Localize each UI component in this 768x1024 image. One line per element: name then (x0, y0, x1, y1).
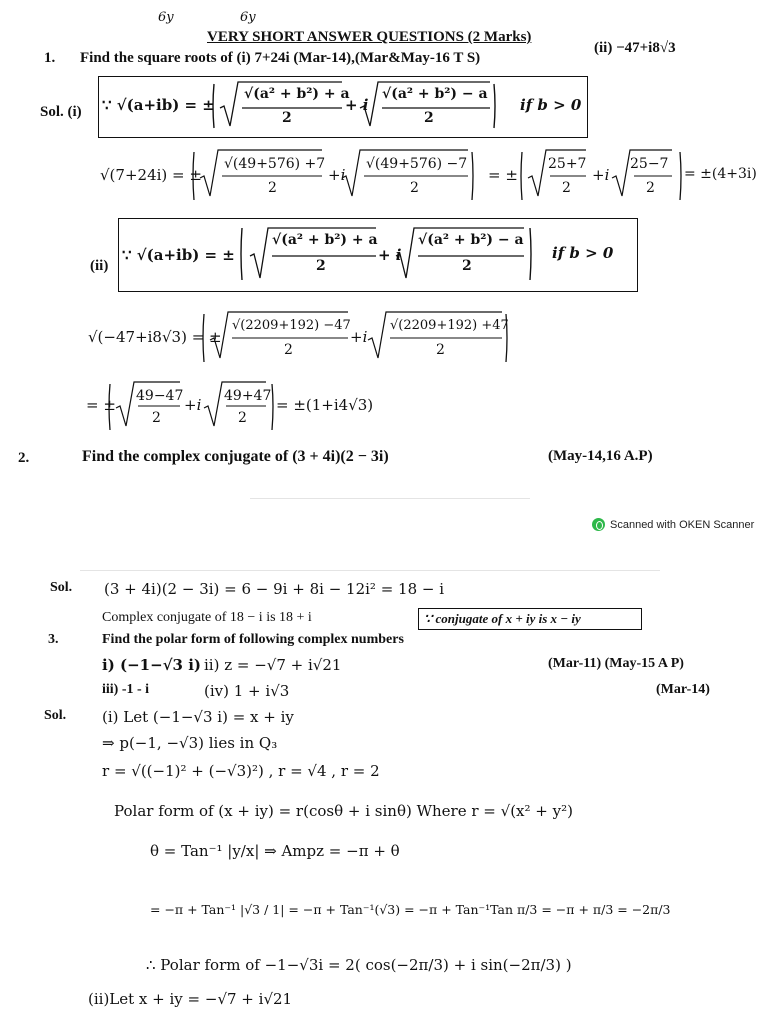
q3-theta-line: θ = Tan⁻¹ |y/x| ⇒ Ampz = −π + θ (150, 842, 400, 860)
step1-result: = ±(4+3i) (684, 166, 757, 182)
step2-plus: +i (350, 328, 368, 346)
scanner-text: Scanned with OKEN Scanner (610, 518, 755, 531)
step1-num-b: √(49+576) −7 (366, 156, 468, 172)
step1-den-a: 2 (268, 180, 277, 196)
step1-mid-den-b: 2 (646, 180, 655, 196)
step1-mid-a: 25+7 (548, 156, 587, 172)
q1-number: 1. (44, 50, 56, 66)
formula-den-2-i: 2 (424, 110, 434, 126)
step3-result: = ±(1+i4√3) (276, 396, 374, 414)
formula-den-1-ii: 2 (316, 258, 326, 274)
step1-num-a: √(49+576) +7 (224, 156, 326, 172)
formula-num-plus-i: √(a² + b²) + a (244, 86, 350, 102)
q3-sol-label: Sol. (44, 708, 67, 723)
q3-theta-eval: = −π + Tan⁻¹ |√3 / 1| = −π + Tan⁻¹(√3) = −π + Tan⁻¹Tan π/3 = −π + π/3 = −2π/3 (150, 902, 671, 917)
gap-line-bottom (80, 570, 660, 571)
formula-condition-ii: if b > 0 (552, 244, 614, 262)
step1-den-b: 2 (410, 180, 419, 196)
formula-condition-i: if b > 0 (520, 96, 582, 114)
top-mark-1: 6y (158, 10, 174, 25)
q2-sol-label: Sol. (50, 580, 73, 595)
step2-num-b: √(2209+192) +47 (390, 318, 509, 333)
section-heading: VERY SHORT ANSWER QUESTIONS (2 Marks) (207, 29, 532, 45)
q1-part2: (ii) −47+i8√3 (594, 40, 676, 56)
scanner-watermark (592, 518, 754, 531)
step2-num-a: √(2209+192) −47 (232, 318, 351, 333)
formula-num-minus-ii: √(a² + b²) − a (418, 232, 524, 248)
q2-note: ∵ conjugate of x + iy is x − iy (424, 611, 581, 626)
q3-part2-line: (ii)Let x + iy = −√7 + i√21 (88, 990, 293, 1008)
formula-plus-ii: + i (378, 246, 402, 264)
formula-num-plus-ii: √(a² + b²) + a (272, 232, 378, 248)
q2-number: 2. (18, 450, 30, 466)
step1-eq: = ± (488, 166, 518, 184)
q1-sol-label-ii: (ii) (90, 258, 109, 274)
q1-sol-label: Sol. (i) (40, 104, 82, 120)
q3-line1: (i) Let (−1−√3 i) = x + iy (102, 708, 294, 726)
q2-text: Find the complex conjugate of (3 + 4i)(2 − 3i) (82, 448, 389, 465)
q3-ref1: (Mar-11) (May-15 A P) (548, 656, 684, 671)
q3-ref2: (Mar-14) (656, 682, 710, 697)
gap-line-top (250, 498, 530, 499)
q3-item1: i) (−1−√3 i) (102, 656, 202, 674)
step2-den-a: 2 (284, 342, 293, 358)
formula-lhs-ii: ∵ √(a+ib) = ± (122, 246, 235, 264)
formula-den-1-i: 2 (282, 110, 292, 126)
q1-text: Find the square roots of (i) 7+24i (Mar-14),(Mar&May-16 T S) (80, 50, 481, 66)
formula-plus-i: + i (345, 96, 369, 114)
step2-den-b: 2 (436, 342, 445, 358)
step1-mid-den-a: 2 (562, 180, 571, 196)
step1-plus: +i (328, 166, 346, 184)
top-mark-2: 6y (240, 10, 256, 25)
q3-text: Find the polar form of following complex numbers (102, 632, 404, 647)
q3-line3: r = √((−1)² + (−√3)²) , r = √4 , r = 2 (102, 762, 380, 780)
step1-mid-plus: +i (592, 166, 610, 184)
step1-mid-b: 25−7 (630, 156, 669, 172)
step3-plus: +i (184, 396, 202, 414)
q3-item2: ii) z = −√7 + i√21 (204, 656, 342, 674)
step1-lhs: √(7+24i) = ± (100, 166, 202, 184)
formula-den-2-ii: 2 (462, 258, 472, 274)
q3-polar-result: ∴ Polar form of −1−√3i = 2( cos(−2π/3) + i sin(−2π/3) ) (146, 956, 572, 974)
step2-lhs: √(−47+i8√3) = ± (88, 328, 222, 346)
step3-den-a: 2 (152, 410, 161, 426)
q3-item3: iii) -1 - i (102, 682, 150, 697)
q3-line2: ⇒ p(−1, −√3) lies in Q₃ (102, 734, 278, 752)
formula-lhs-i: ∵ √(a+ib) = ± (102, 96, 215, 114)
q2-sol-line: (3 + 4i)(2 − 3i) = 6 − 9i + 8i − 12i² = 18 − i (104, 580, 445, 598)
q2-ref: (May-14,16 A.P) (548, 448, 653, 464)
formula-num-minus-i: √(a² + b²) − a (382, 86, 488, 102)
step3-lhs: = ± (86, 396, 116, 414)
step3-den-b: 2 (238, 410, 247, 426)
q3-polar-intro: Polar form of (x + iy) = r(cosθ + i sinθ) Where r = √(x² + y²) (114, 802, 573, 820)
scanner-logo-icon (592, 518, 605, 531)
step3-num-a: 49−47 (136, 388, 184, 404)
step3-num-b: 49+47 (224, 388, 272, 404)
q2-conj-line: Complex conjugate of 18 − i is 18 + i (102, 610, 312, 625)
q3-item4: (iv) 1 + i√3 (204, 682, 290, 700)
q3-number: 3. (48, 632, 59, 647)
